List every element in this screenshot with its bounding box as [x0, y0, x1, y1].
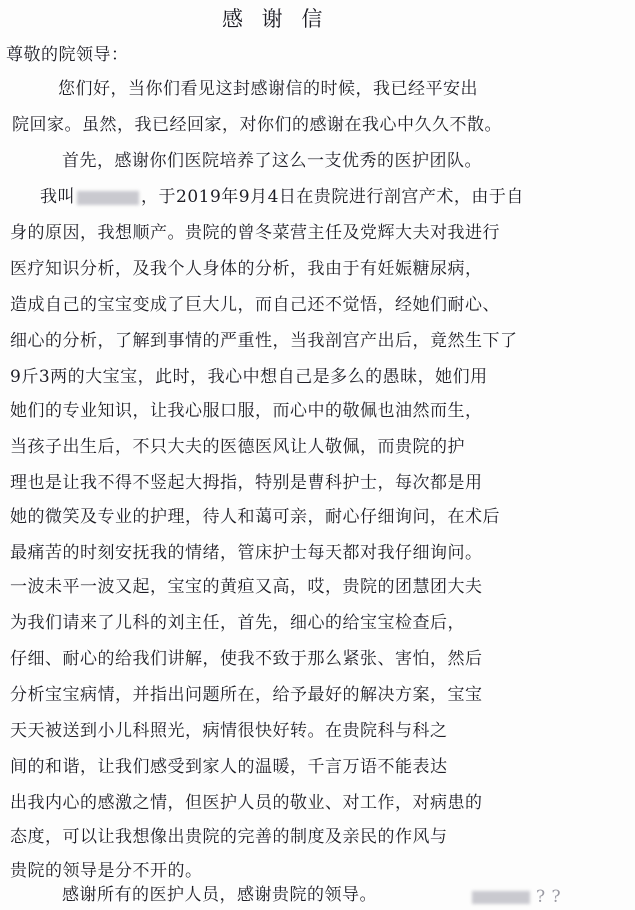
letter-line: 为我们请来了儿科的刘主任，首先，细心的给宝宝检查后，: [10, 613, 465, 633]
letter-salutation: 尊敬的院领导：: [6, 45, 129, 65]
redacted-signature: [472, 891, 530, 904]
letter-line: 您们好，当你们看见这封感谢信的时候，我已经平安出: [58, 79, 478, 99]
letter-line: 一波未平一波又起，宝宝的黄疸又高，哎，贵院的团慧团大夫: [10, 577, 483, 597]
letter-line: 仔细、耐心的给我们讲解，使我不致于那么紧张、害怕，然后: [10, 649, 483, 669]
letter-line: 当孩子出生后，不只大夫的医德医风让人敬佩，而贵院的护: [10, 437, 465, 457]
letter-line: 身的原因，我想顺产。贵院的曾冬菜营主任及党辉大夫对我进行: [10, 223, 500, 243]
letter-line: 理也是让我不得不竖起大拇指，特别是曹科护士，每次都是用: [10, 473, 483, 493]
letter-line: ，于2019年9月4日在贵院进行剖宫产术，由于自: [141, 187, 524, 207]
letter-line: 9斤3两的大宝宝，此时，我心中想自己是多么的愚昧，她们用: [10, 367, 488, 387]
letter-line: 贵院的领导是分不开的。: [10, 861, 203, 881]
letter-line: 她的微笑及专业的护理，待人和蔼可亲，耐心仔细询问，在术后: [10, 507, 500, 527]
letter-line: 造成自己的宝宝变成了巨大儿，而自己还不觉悟，经她们耐心、: [10, 295, 500, 315]
letter-title: 感 谢 信: [222, 7, 329, 31]
letter-line: 态度，可以让我想像出贵院的完善的制度及亲民的作风与: [10, 827, 448, 847]
letter-line: 院回家。虽然，我已经回家，对你们的感谢在我心中久久不散。: [12, 115, 502, 135]
letter-line: 医疗知识分析，及我个人身体的分析，我由于有妊娠糖尿病，: [10, 259, 483, 279]
redacted-name: [77, 191, 139, 205]
letter-line-with-name: [40, 186, 524, 208]
letter-line: 最痛苦的时刻安抚我的情绪，管床护士每天都对我仔细询问。: [10, 543, 483, 563]
letter-line: 出我内心的感激之情，但医护人员的敬业、对工作，对病患的: [10, 793, 483, 813]
name-prefix: 我叫: [40, 187, 75, 207]
letter-line: 分析宝宝病情，并指出问题所在，给予最好的解决方案，宝宝: [10, 685, 483, 705]
letter-closing: 感谢所有的医护人员，感谢贵院的领导。: [62, 885, 377, 905]
letter-line: 天天被送到小儿科照光，病情很快好转。在贵院科与科之: [10, 721, 448, 741]
letter-line: 间的和谐，让我们感受到家人的温暖，千言万语不能表达: [10, 757, 448, 777]
letter-line: 细心的分析，了解到事情的严重性，当我剖宫产出后，竟然生下了: [10, 331, 518, 351]
signature-mark: ? ?: [536, 887, 562, 907]
letter-line: 她们的专业知识，让我心服口服，而心中的敬佩也油然而生，: [10, 401, 483, 421]
signature: [470, 886, 561, 908]
letter-line: 首先，感谢你们医院培养了这么一支优秀的医护团队。: [62, 151, 482, 171]
